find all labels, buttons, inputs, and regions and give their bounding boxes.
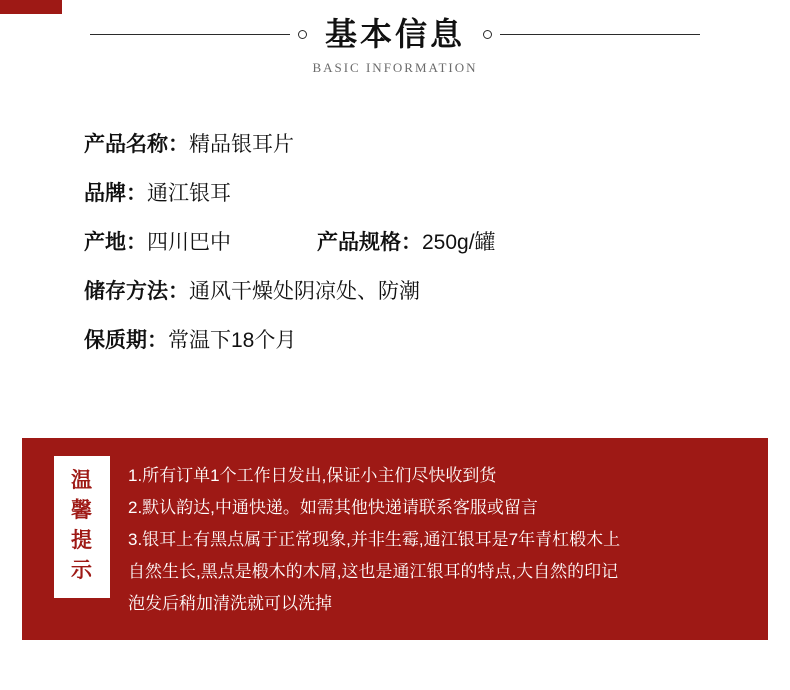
notice-line: 自然生长,黑点是椴木的木屑,这也是通江银耳的特点,大自然的印记 bbox=[128, 562, 619, 581]
title-row bbox=[0, 14, 790, 54]
info-value: 通风干燥处阴凉处、防潮 bbox=[189, 280, 420, 303]
notice-body bbox=[128, 456, 640, 620]
info-row bbox=[84, 228, 724, 258]
notice-tab-label: 温 馨 提 示 bbox=[54, 456, 110, 598]
info-label: 品牌： bbox=[84, 182, 147, 205]
product-info-list bbox=[84, 130, 724, 375]
notice-banner bbox=[22, 438, 768, 640]
info-value: 通江银耳 bbox=[147, 182, 231, 205]
info-label: 产品名称： bbox=[84, 133, 189, 156]
info-row bbox=[84, 277, 724, 307]
notice-line: 泡发后稍加清洗就可以洗掉 bbox=[128, 594, 332, 613]
right-rule bbox=[500, 34, 700, 35]
info-label: 产地： bbox=[84, 231, 147, 254]
corner-accent-bar bbox=[0, 0, 62, 14]
info-row bbox=[84, 130, 724, 160]
page-header bbox=[0, 14, 790, 76]
info-row bbox=[84, 179, 724, 209]
left-dot-icon bbox=[298, 30, 307, 39]
notice-line: 1.所有订单1个工作日发出,保证小主们尽快收到货 bbox=[128, 466, 497, 485]
left-rule bbox=[90, 34, 290, 35]
info-value-secondary: 250g/罐 bbox=[422, 231, 496, 254]
right-dot-icon bbox=[483, 30, 492, 39]
info-value: 四川巴中 bbox=[147, 231, 231, 254]
info-label-secondary: 产品规格： bbox=[317, 231, 422, 254]
info-row bbox=[84, 326, 724, 356]
notice-line: 3.银耳上有黑点属于正常现象,并非生霉,通江银耳是7年青杠椴木上 bbox=[128, 530, 621, 549]
info-label: 保质期： bbox=[84, 329, 168, 352]
page-title: 基本信息 bbox=[324, 16, 465, 52]
page-subtitle: BASIC INFORMATION bbox=[312, 60, 478, 75]
info-label: 储存方法： bbox=[84, 280, 189, 303]
info-value: 精品银耳片 bbox=[189, 133, 294, 156]
notice-line: 2.默认韵达,中通快递。如需其他快递请联系客服或留言 bbox=[128, 498, 538, 517]
info-value: 常温下18个月 bbox=[168, 329, 297, 352]
